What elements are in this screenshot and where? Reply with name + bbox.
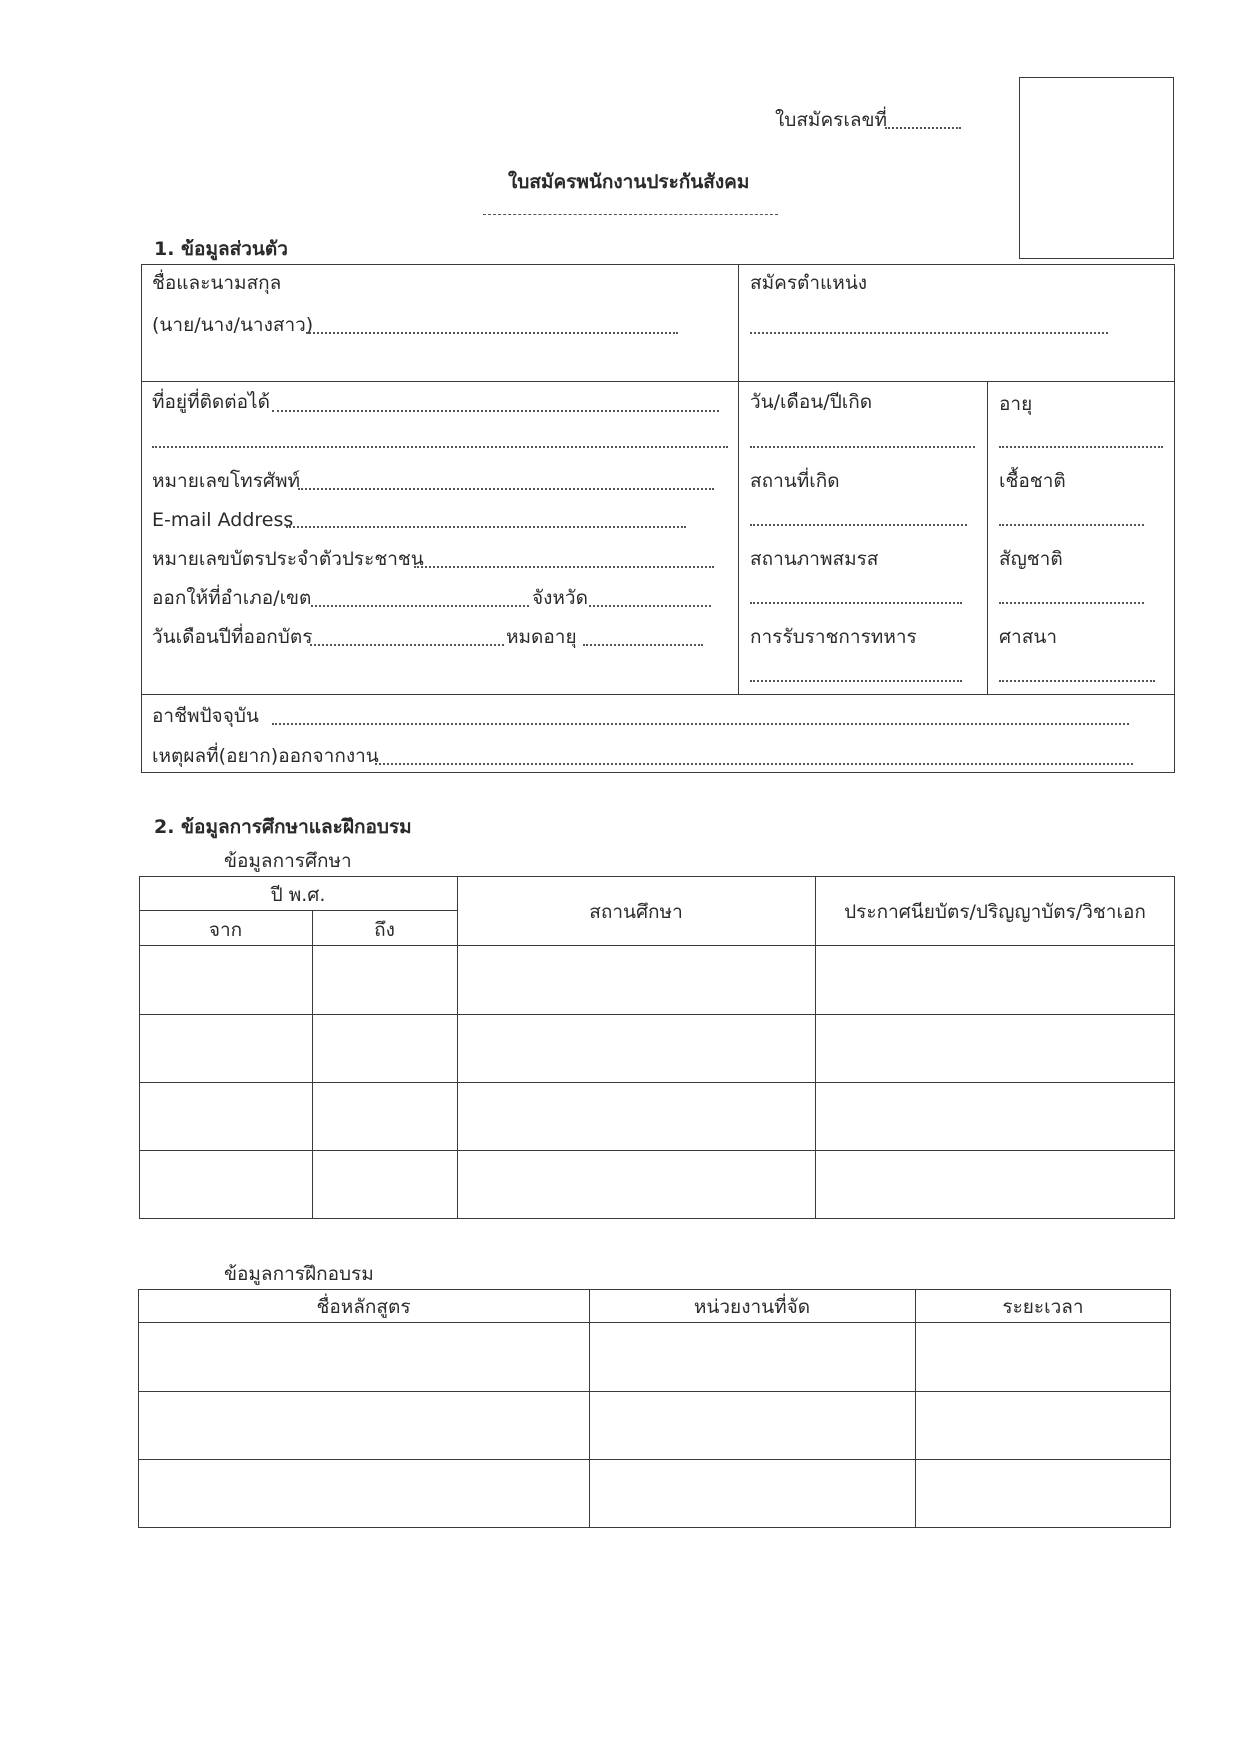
application-number-label: ใบสมัครเลขที่ (775, 109, 888, 131)
birth-date-field[interactable] (750, 446, 975, 448)
name-field[interactable] (306, 332, 678, 334)
religion-field[interactable] (999, 680, 1155, 682)
training-table (138, 1289, 1171, 1528)
title-underline (483, 214, 778, 215)
phone-label: หมายเลขโทรศัพท์ (152, 470, 301, 492)
nationality-field[interactable] (999, 602, 1144, 604)
photo-box (1019, 77, 1174, 259)
military-service-label: การรับราชการทหาร (750, 626, 917, 648)
email-field[interactable] (286, 526, 686, 528)
divider (915, 1289, 916, 1528)
degree-header: ประกาศนียบัตร/ปริญญาบัตร/วิชาเอก (844, 901, 1146, 923)
institution-header: สถานศึกษา (589, 901, 683, 923)
occupation-label: อาชีพปัจจุบัน (152, 705, 259, 727)
id-card-field[interactable] (414, 566, 714, 568)
section-1-heading: 1. ข้อมูลส่วนตัว (154, 238, 288, 260)
page-title: ใบสมัครพนักงานประกันสังคม (508, 171, 750, 193)
name-label: ชื่อและนามสกุล (152, 272, 282, 294)
position-field[interactable] (750, 332, 1108, 334)
age-field[interactable] (999, 446, 1163, 448)
phone-field[interactable] (298, 488, 714, 490)
divider (141, 694, 1175, 695)
marital-status-label: สถานภาพสมรส (750, 548, 879, 570)
divider (139, 1014, 1175, 1015)
divider (139, 910, 457, 911)
divider (589, 1289, 590, 1528)
age-label: อายุ (999, 393, 1033, 415)
duration-header: ระยะเวลา (1002, 1296, 1084, 1318)
race-label: เชื้อชาติ (999, 470, 1066, 492)
issued-district-label: ออกให้ที่อำเภอ/เขต (152, 587, 312, 609)
address-field[interactable] (272, 410, 719, 412)
address-label: ที่อยู่ที่ติดต่อได้ (152, 391, 270, 413)
divider (138, 1459, 1171, 1460)
divider (457, 876, 458, 1219)
expiry-field[interactable] (583, 644, 703, 646)
address-field-2[interactable] (152, 446, 728, 448)
organizer-header: หน่วยงานที่จัด (693, 1296, 811, 1318)
course-header: ชื่อหลักสูตร (316, 1296, 411, 1318)
leave-reason-field[interactable] (375, 763, 1133, 765)
divider (738, 264, 739, 695)
birth-date-label: วัน/เดือน/ปีเกิด (750, 391, 873, 413)
issue-date-label: วันเดือนปีที่ออกบัตร (152, 626, 313, 648)
religion-label: ศาสนา (999, 626, 1057, 648)
province-label: จังหวัด (532, 587, 588, 609)
divider (138, 1322, 1171, 1323)
divider (312, 910, 313, 1219)
divider (139, 1082, 1175, 1083)
title-prefix-label: (นาย/นาง/นางสาว) (152, 314, 314, 336)
province-field[interactable] (589, 605, 711, 607)
divider (139, 945, 1175, 946)
issued-district-field[interactable] (311, 605, 529, 607)
id-card-label: หมายเลขบัตรประจำตัวประชาชน (152, 548, 424, 570)
leave-reason-label: เหตุผลที่(อยาก)ออกจากงาน (152, 745, 379, 767)
birth-place-label: สถานที่เกิด (750, 470, 840, 492)
email-label: E-mail Address (152, 509, 294, 531)
divider (815, 876, 816, 1219)
application-number-field[interactable] (885, 127, 961, 129)
nationality-label: สัญชาติ (999, 548, 1063, 570)
race-field[interactable] (999, 524, 1144, 526)
issue-date-field[interactable] (310, 644, 504, 646)
section-2-heading: 2. ข้อมูลการศึกษาและฝึกอบรม (154, 816, 412, 838)
from-header: จาก (208, 919, 243, 941)
divider (141, 381, 1175, 382)
marital-status-field[interactable] (750, 602, 962, 604)
year-header: ปี พ.ศ. (270, 884, 326, 906)
education-subheading: ข้อมูลการศึกษา (224, 850, 352, 872)
personal-info-table (141, 264, 1175, 773)
divider (138, 1391, 1171, 1392)
military-service-field[interactable] (750, 680, 962, 682)
occupation-field[interactable] (272, 723, 1129, 725)
expiry-label: หมดอายุ (506, 626, 577, 648)
birth-place-field[interactable] (750, 524, 967, 526)
divider (987, 381, 988, 695)
divider (139, 1150, 1175, 1151)
position-label: สมัครตำแหน่ง (750, 272, 868, 294)
training-subheading: ข้อมูลการฝึกอบรม (224, 1263, 374, 1285)
to-header: ถึง (374, 919, 395, 941)
